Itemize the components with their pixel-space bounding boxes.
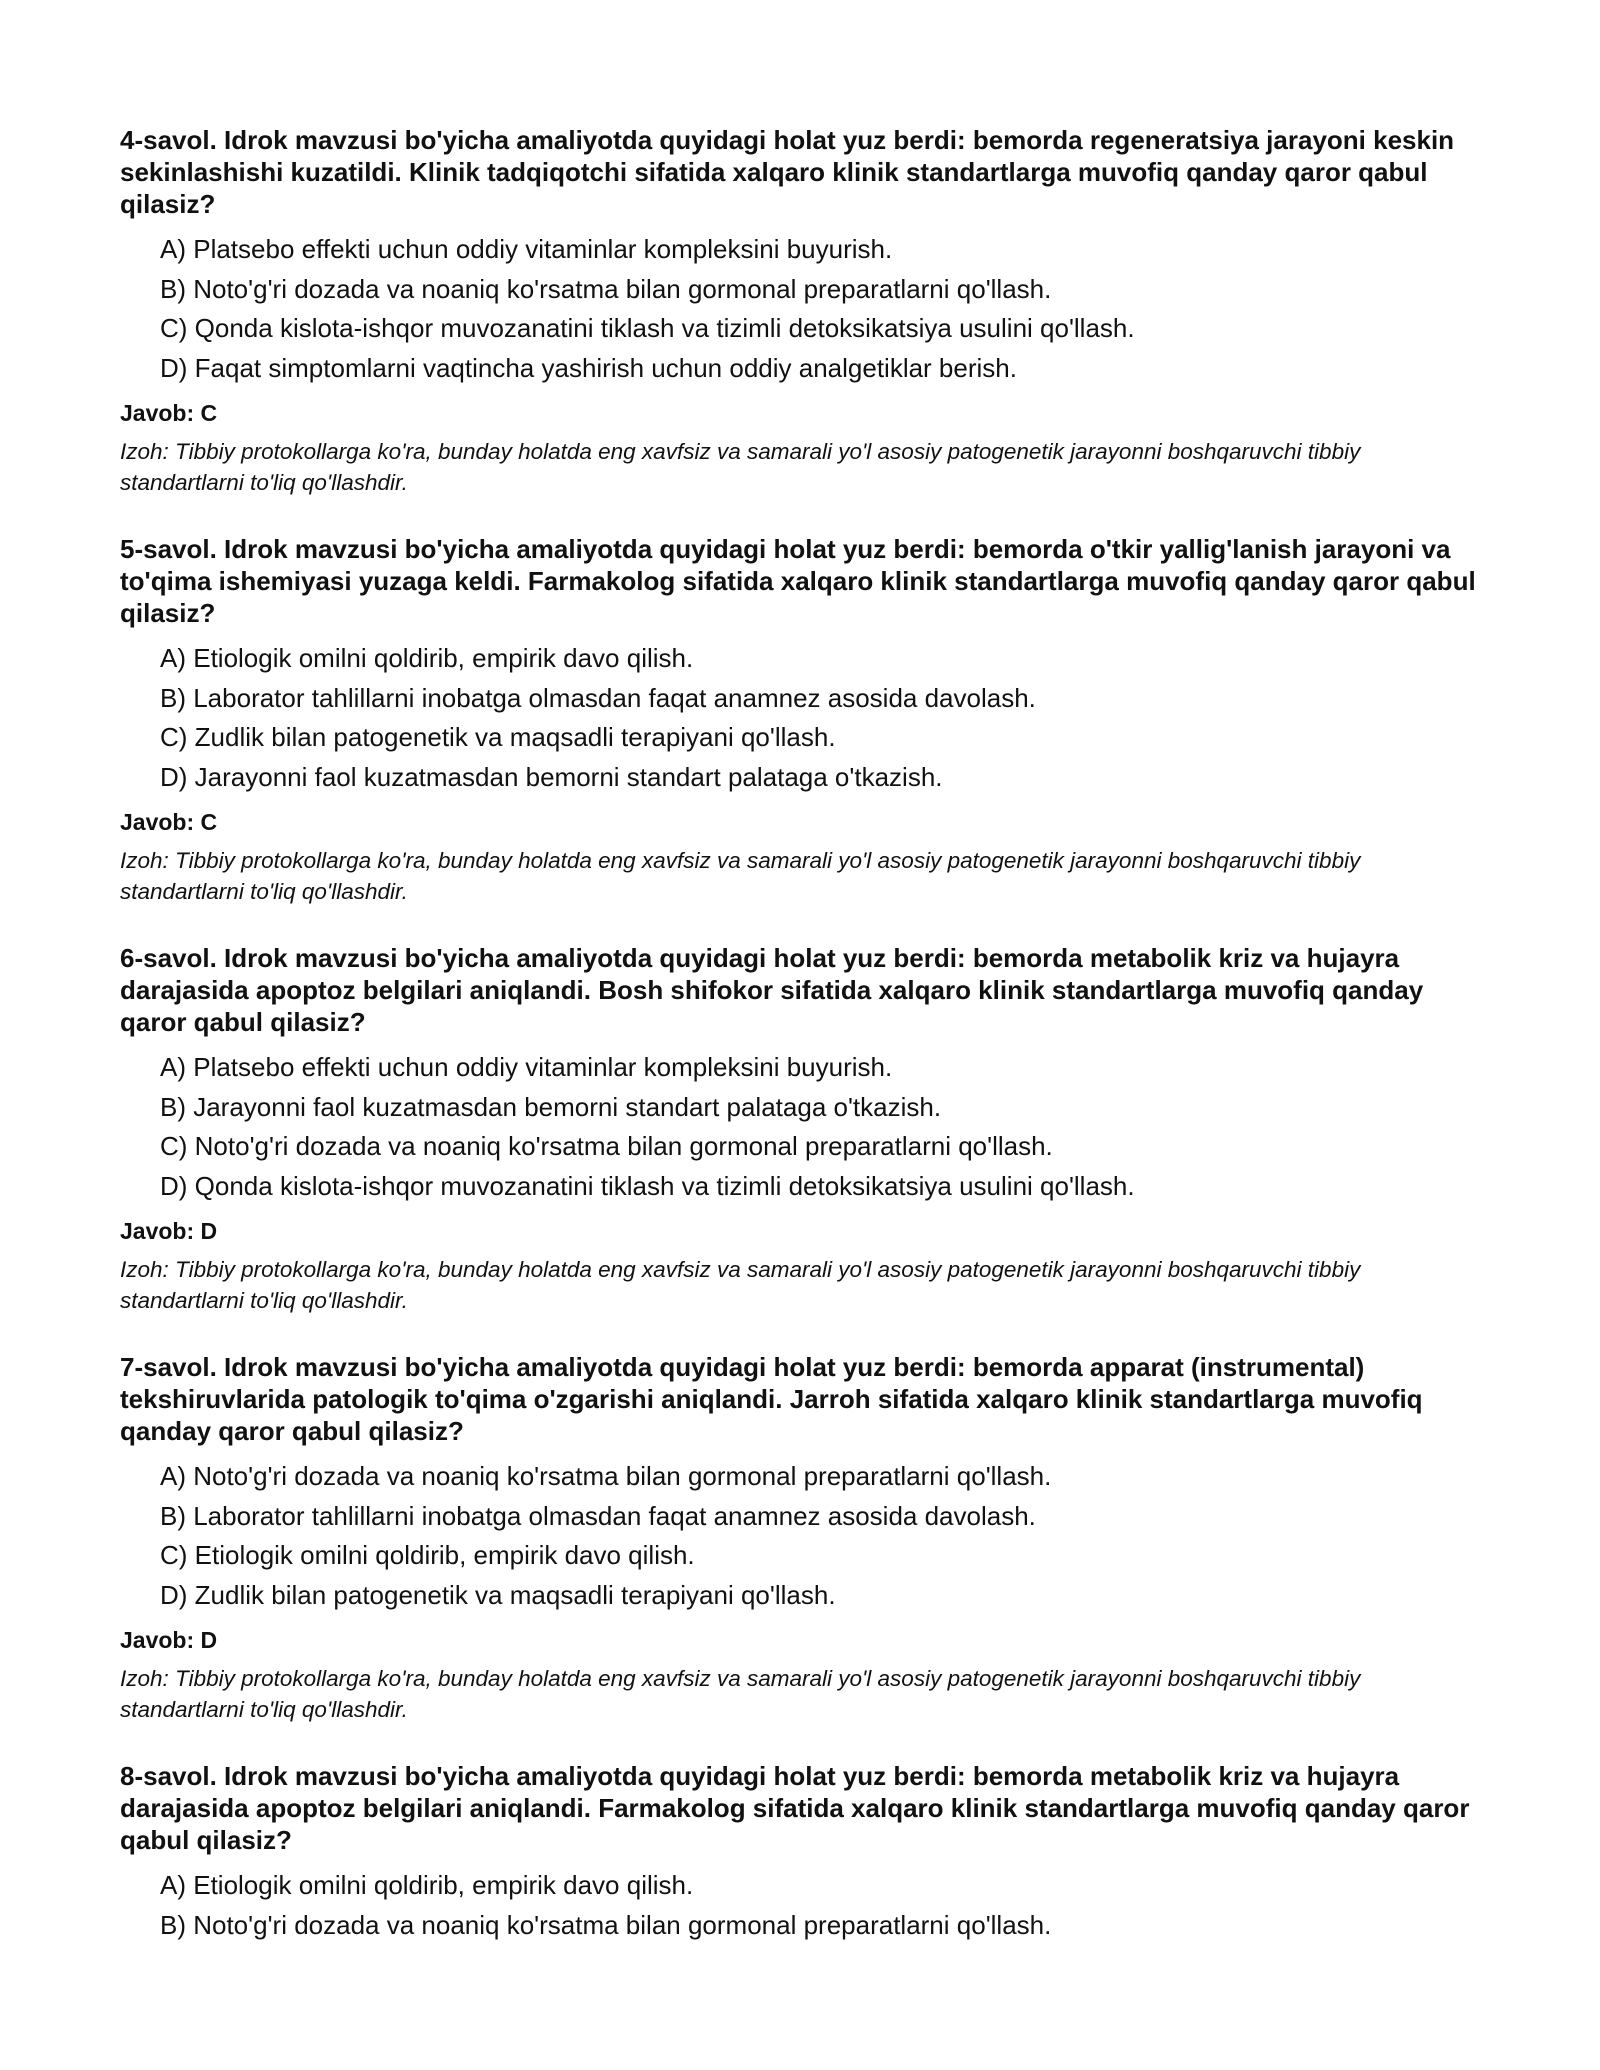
question-title: 4-savol. Idrok mavzusi bo'yicha amaliyotda quyidagi holat yuz berdi: bemorda regeneratsiya jarayoni keskin sekinlashishi kuzatildi. Klinik tadqiqotchi sifatida xalqaro klinik standartlarga muvofiq qanday qaror qabul qilasiz? bbox=[120, 125, 1455, 219]
answer-options bbox=[160, 1457, 1480, 1615]
option-b: B) Laborator tahlillarni inobatga olmasdan faqat anamnez asosida davolash. bbox=[160, 682, 1036, 713]
option-b: B) Noto'g'ri dozada va noaniq ko'rsatma bilan gormonal preparatlarni qo'llash. bbox=[160, 1909, 1052, 1940]
option-a: A) Noto'g'ri dozada va noaniq ko'rsatma bilan gormonal preparatlarni qo'llash. bbox=[160, 1461, 1052, 1491]
option-a: A) Etiologik omilni qoldirib, empirik davo qilish. bbox=[160, 643, 694, 673]
answer-options bbox=[160, 1866, 1480, 1945]
option-d: D) Zudlik bilan patogenetik va maqsadli terapiyani qo'llash. bbox=[160, 1579, 836, 1610]
option-c: C) Qonda kislota-ishqor muvozanatini tiklash va tizimli detoksikatsiya usulini qo'llash. bbox=[160, 313, 1135, 343]
question-title: 8-savol. Idrok mavzusi bo'yicha amaliyotda quyidagi holat yuz berdi: bemorda metabolik kriz va hujayra darajasida apoptoz belgilari aniqlandi. Farmakolog sifatida xalqaro klinik standartlarga muvofiq qanday qaror qabul qilasiz? bbox=[120, 1761, 1470, 1855]
question-block bbox=[120, 533, 1480, 907]
explanation-note: Izoh: Tibbiy protokollarga ko'ra, bunday holatda eng xavfsiz va samarali yo'l asosiy patogenetik jarayonni boshqaruvchi tibbiy standartlarni to'liq qo'llashdir. bbox=[120, 439, 1361, 495]
question-block bbox=[120, 1351, 1480, 1725]
option-b: B) Noto'g'ri dozada va noaniq ko'rsatma bilan gormonal preparatlarni qo'llash. bbox=[160, 273, 1052, 304]
answer-options bbox=[160, 639, 1480, 797]
answer-options bbox=[160, 1048, 1480, 1206]
option-d: D) Faqat simptomlarni vaqtincha yashirish uchun oddiy analgetiklar berish. bbox=[160, 352, 1017, 383]
question-block bbox=[120, 124, 1480, 498]
answer-label: Javob: D bbox=[120, 1218, 218, 1244]
question-title: 5-savol. Idrok mavzusi bo'yicha amaliyotda quyidagi holat yuz berdi: bemorda o'tkir yallig'lanish jarayoni va to'qima ishemiyasi yuzaga keldi. Farmakolog sifatida xalqaro klinik standartlarga muvofiq qanday qaror qabul qilasiz? bbox=[120, 534, 1476, 628]
answer-options bbox=[160, 230, 1480, 388]
question-title: 7-savol. Idrok mavzusi bo'yicha amaliyotda quyidagi holat yuz berdi: bemorda apparat (instrumental) tekshiruvlarida patologik to'qima o'zgarishi aniqlandi. Jarroh sifatida xalqaro klinik standartlarga muvofiq qanday qaror qabul qilasiz? bbox=[120, 1352, 1423, 1446]
answer-label: Javob: D bbox=[120, 1627, 218, 1653]
question-block bbox=[120, 1760, 1480, 1955]
explanation-note: Izoh: Tibbiy protokollarga ko'ra, bunday holatda eng xavfsiz va samarali yo'l asosiy patogenetik jarayonni boshqaruvchi tibbiy standartlarni to'liq qo'llashdir. bbox=[120, 1257, 1361, 1313]
answer-label: Javob: C bbox=[120, 400, 218, 426]
option-b: B) Jarayonni faol kuzatmasdan bemorni standart palataga o'tkazish. bbox=[160, 1091, 942, 1122]
option-b: B) Laborator tahlillarni inobatga olmasdan faqat anamnez asosida davolash. bbox=[160, 1500, 1036, 1531]
option-d: D) Qonda kislota-ishqor muvozanatini tiklash va tizimli detoksikatsiya usulini qo'llash. bbox=[160, 1170, 1135, 1201]
option-c: C) Zudlik bilan patogenetik va maqsadli terapiyani qo'llash. bbox=[160, 722, 836, 752]
answer-label: Javob: C bbox=[120, 809, 218, 835]
option-c: C) Noto'g'ri dozada va noaniq ko'rsatma bilan gormonal preparatlarni qo'llash. bbox=[160, 1131, 1053, 1161]
option-d: D) Jarayonni faol kuzatmasdan bemorni standart palataga o'tkazish. bbox=[160, 761, 943, 792]
explanation-note: Izoh: Tibbiy protokollarga ko'ra, bunday holatda eng xavfsiz va samarali yo'l asosiy patogenetik jarayonni boshqaruvchi tibbiy standartlarni to'liq qo'llashdir. bbox=[120, 848, 1361, 904]
explanation-note: Izoh: Tibbiy protokollarga ko'ra, bunday holatda eng xavfsiz va samarali yo'l asosiy patogenetik jarayonni boshqaruvchi tibbiy standartlarni to'liq qo'llashdir. bbox=[120, 1666, 1361, 1722]
option-a: A) Platsebo effekti uchun oddiy vitaminlar kompleksini buyurish. bbox=[160, 1052, 893, 1082]
option-a: A) Platsebo effekti uchun oddiy vitaminlar kompleksini buyurish. bbox=[160, 234, 893, 264]
option-c: C) Etiologik omilni qoldirib, empirik davo qilish. bbox=[160, 1540, 695, 1570]
option-a: A) Etiologik omilni qoldirib, empirik davo qilish. bbox=[160, 1870, 694, 1900]
question-block bbox=[120, 942, 1480, 1316]
question-title: 6-savol. Idrok mavzusi bo'yicha amaliyotda quyidagi holat yuz berdi: bemorda metabolik kriz va hujayra darajasida apoptoz belgilari aniqlandi. Bosh shifokor sifatida xalqaro klinik standartlarga muvofiq qanday qaror qabul qilasiz? bbox=[120, 943, 1424, 1037]
